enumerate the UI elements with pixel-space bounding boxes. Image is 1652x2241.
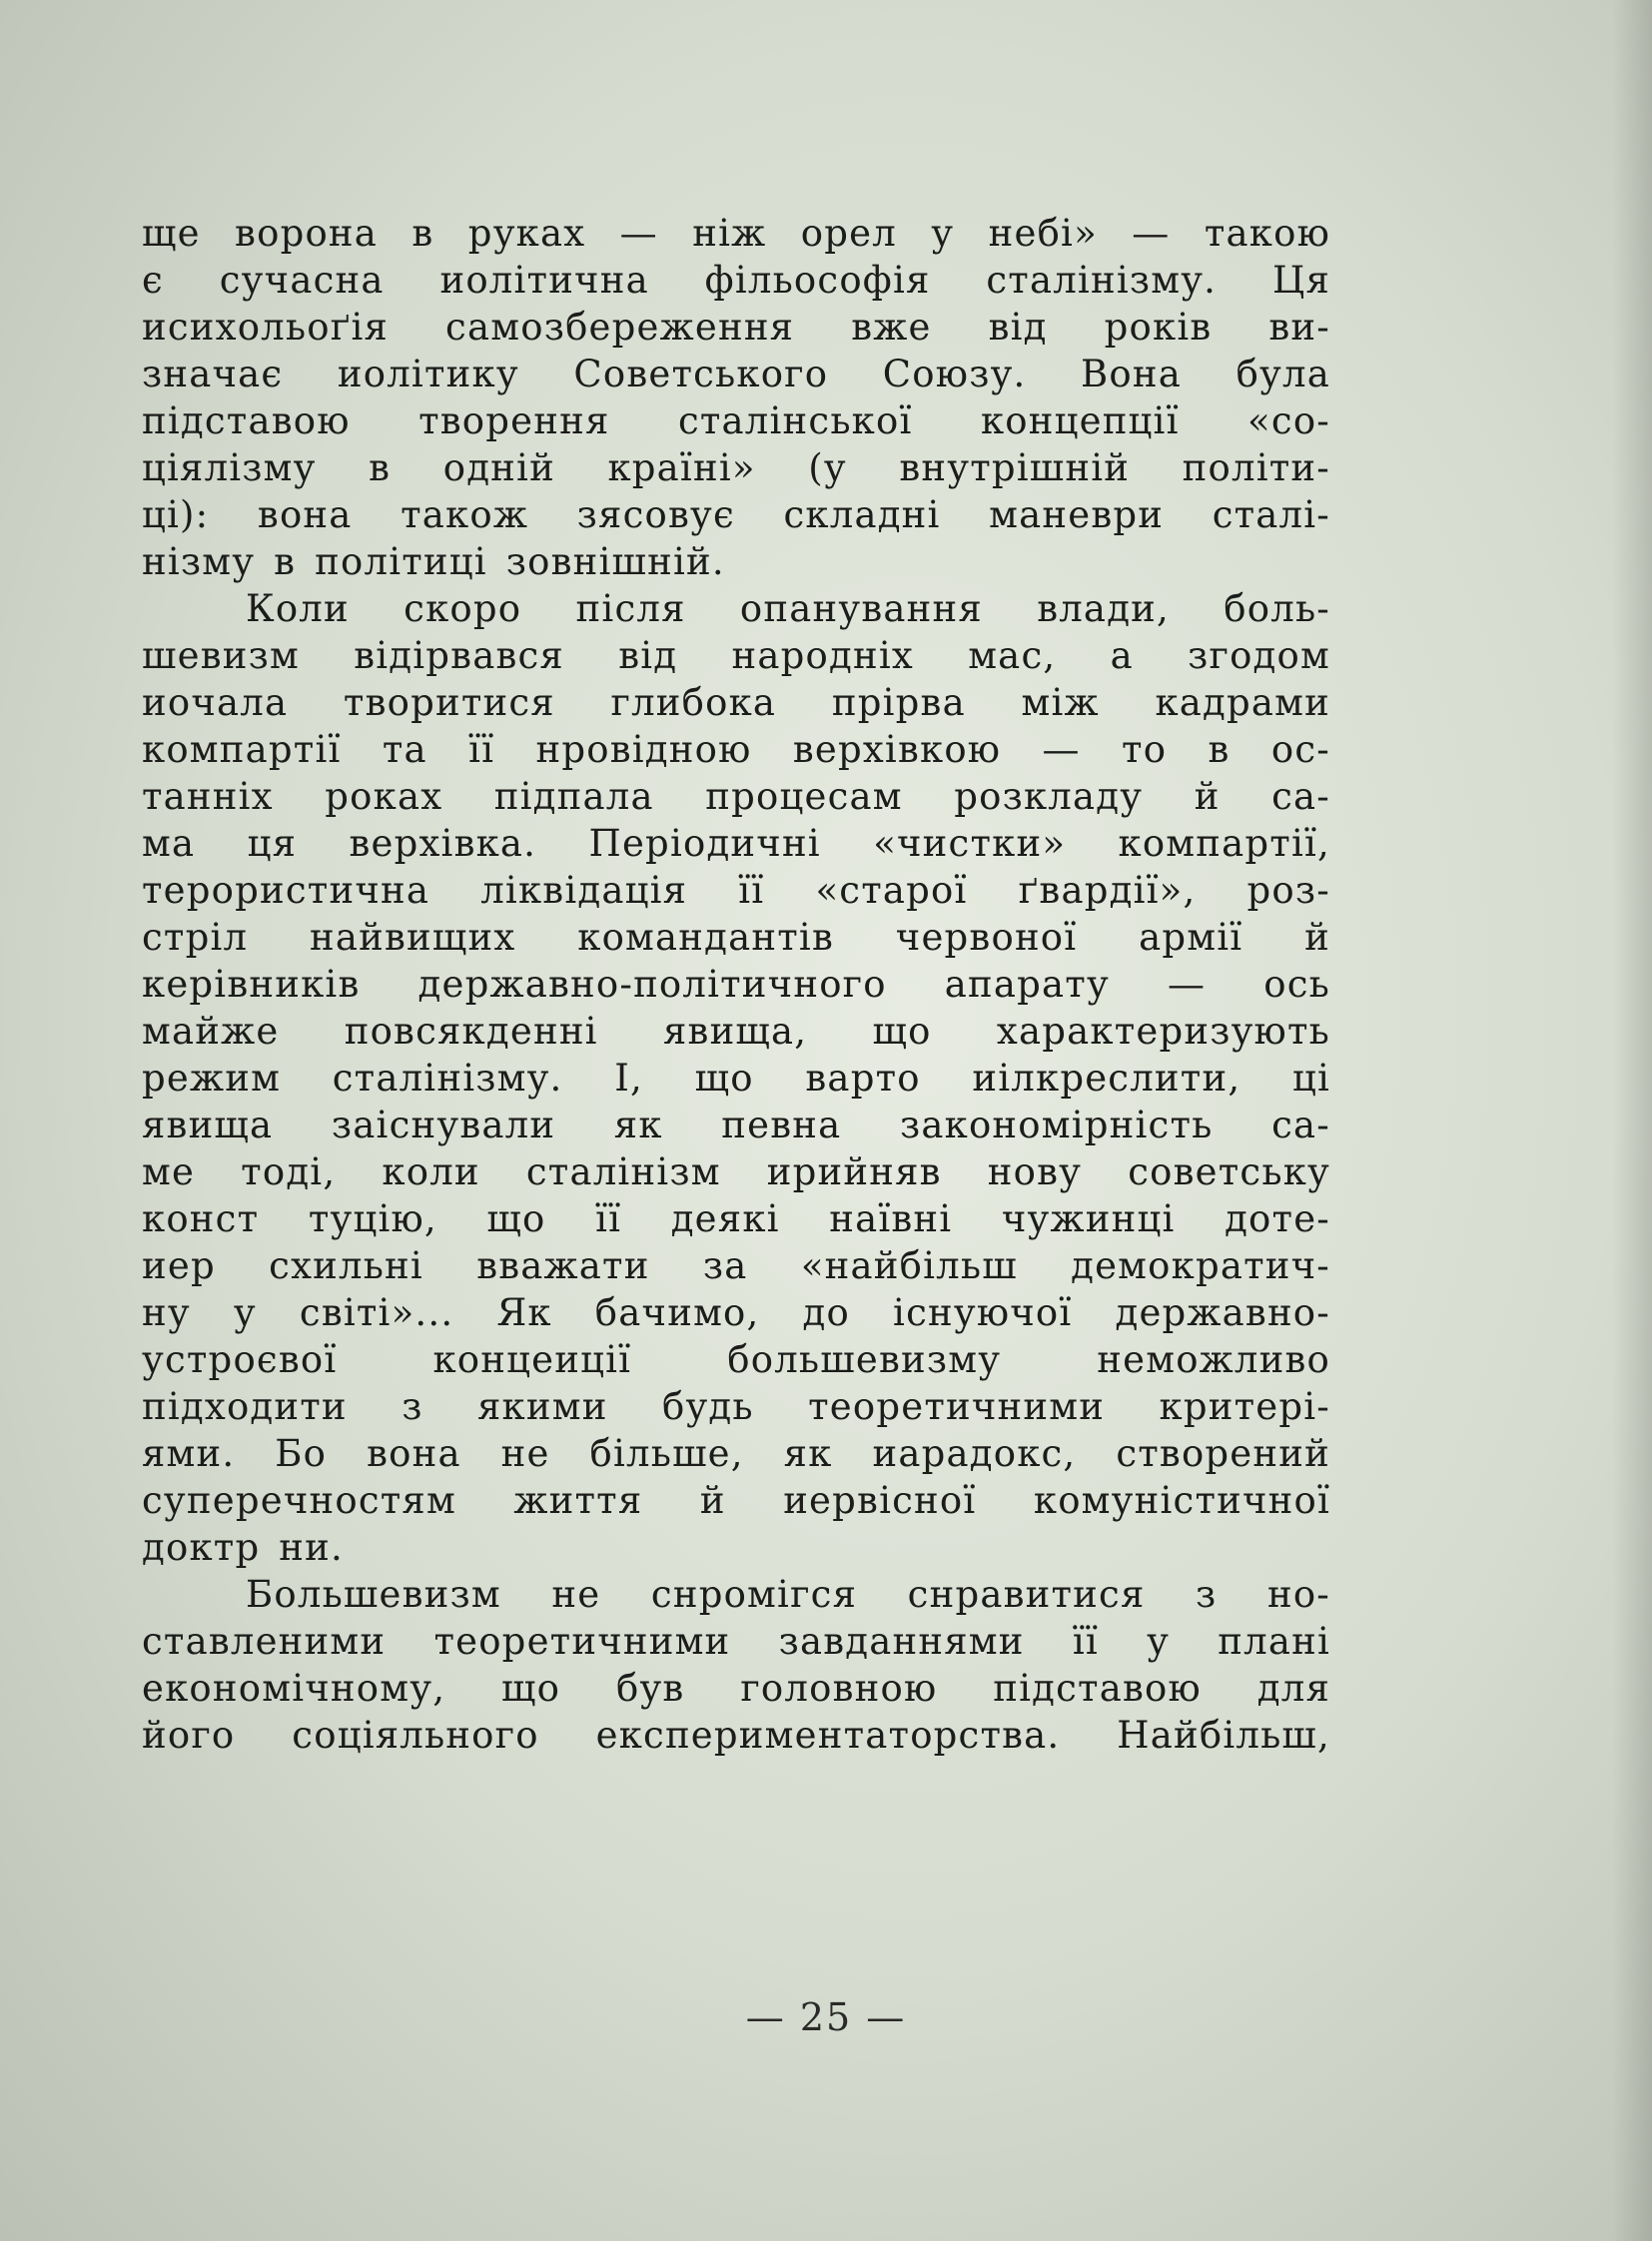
text-line: ставленими теоретичними завданнями її у плані (142, 1620, 1330, 1663)
text-line: його соціяльного експериментаторства. Найбільш, (142, 1714, 1330, 1757)
text-line: підходити з якими будь теоретичними критері- (142, 1385, 1330, 1428)
text-line: явища заіснували як певна закономірність са- (142, 1104, 1330, 1146)
text-line: иер схильні вважати за «найбільш демократич- (142, 1244, 1330, 1287)
paragraph (142, 585, 1330, 1571)
text-line: исихольоґія самозбереження вже від років ви- (142, 306, 1330, 349)
text-line: керівників державно-політичного апарату — ось (142, 963, 1330, 1006)
text-line: устроєвої концеиції большевизму неможливо (142, 1338, 1330, 1381)
text-line: значає иолітику Советського Союзу. Вона була (142, 353, 1330, 395)
text-line: ще ворона в руках — ніж орел у небі» — такою (142, 212, 1330, 255)
text-line: ме тоді, коли сталінізм ирийняв нову советську (142, 1150, 1330, 1193)
text-line: терористична ліквідація її «старої ґвардії», роз- (142, 869, 1330, 912)
text-line: економічному, що був головною підставою для (142, 1667, 1330, 1710)
text-line: ціялізму в одній країні» (у внутрішній політи- (142, 446, 1330, 489)
text-line: нізму в політиці зовнішній. (142, 540, 725, 583)
text-line: стріл найвищих командантів червоної армії й (142, 916, 1330, 959)
text-line: ма ця верхівка. Періодичні «чистки» компартії, (142, 822, 1330, 865)
text-line: ями. Бо вона не більше, як иарадокс, створений (142, 1432, 1330, 1475)
text-line: підставою творення сталінської концепції «со- (142, 399, 1330, 442)
text-line: шевизм відірвався від народніх мас, а згодом (142, 634, 1330, 677)
text-line: Коли скоро після опанування влади, боль- (246, 587, 1330, 630)
text-line: є сучасна иолітична фільософія сталінізму. Ця (142, 259, 1330, 302)
text-line: доктр ни. (142, 1526, 344, 1569)
text-line: иочала творитися глибока прірва між кадрами (142, 681, 1330, 724)
text-line: ну у світі»... Як бачимо, до існуючої державно- (142, 1291, 1330, 1334)
paragraph (142, 1571, 1330, 1759)
text-line: майже повсякденні явища, що характеризують (142, 1010, 1330, 1053)
text-line: режим сталінізму. І, що варто иілкреслити, ці (142, 1057, 1330, 1100)
text-line: суперечностям життя й иервісної комуністичної (142, 1479, 1330, 1522)
page-edge-shadow (1612, 0, 1652, 2241)
text-line: танніх роках підпала процесам розкладу й са- (142, 775, 1330, 818)
page-number: — 25 — (745, 1995, 907, 2039)
paragraph (142, 210, 1330, 585)
text-line: Большевизм не снромігся снравитися з но- (246, 1573, 1330, 1616)
body-text (142, 210, 1330, 1759)
text-line: компартії та її нровідною верхівкою — то в ос- (142, 728, 1330, 771)
text-line: конст туцію, що її деякі наївні чужинці доте- (142, 1197, 1330, 1240)
text-line: ці): вона також зясовує складні маневри сталі- (142, 493, 1330, 536)
